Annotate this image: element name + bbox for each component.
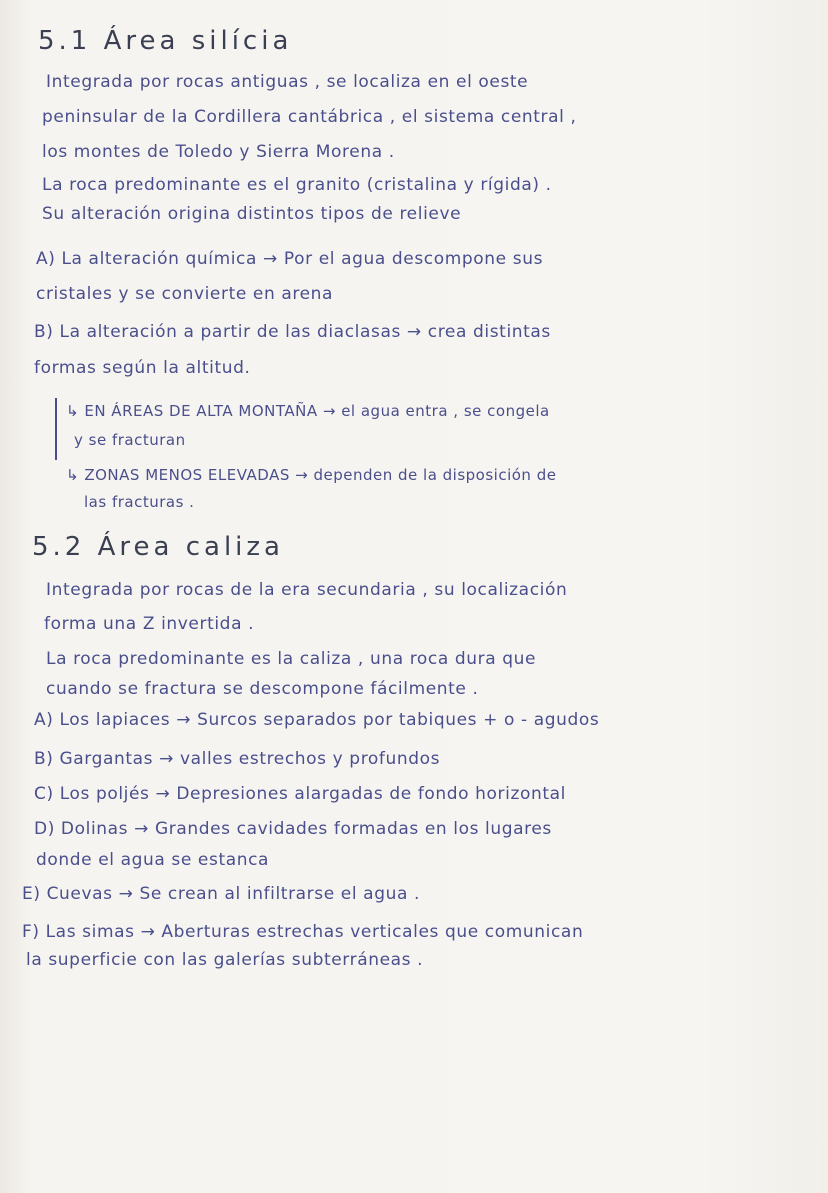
text-line: formas según la altitud. xyxy=(34,358,251,378)
text-line: A) Los lapiaces → Surcos separados por tabiques + o - agudos xyxy=(34,710,600,730)
text-line: y se fracturan xyxy=(74,431,186,449)
text-line: F) Las simas → Aberturas estrechas verticales que comunican xyxy=(22,922,584,942)
text-line: los montes de Toledo y Sierra Morena . xyxy=(42,142,395,162)
text-line: Integrada por rocas antiguas , se localiza en el oeste xyxy=(46,72,529,92)
text-line: Integrada por rocas de la era secundaria , su localización xyxy=(46,580,568,600)
text-line: E) Cuevas → Se crean al infiltrarse el agua . xyxy=(22,884,420,904)
section-title-caliza: 5.2 Área caliza xyxy=(32,532,284,562)
text-line: cuando se fractura se descompone fácilmente . xyxy=(46,679,479,699)
text-line: ↳ EN ÁREAS DE ALTA MONTAÑA → el agua entra , se congela xyxy=(66,402,550,420)
text-line: cristales y se convierte en arena xyxy=(36,284,334,304)
text-line: B) Gargantas → valles estrechos y profundos xyxy=(34,749,441,769)
text-line: B) La alteración a partir de las diaclasas → crea distintas xyxy=(34,322,551,342)
text-line: A) La alteración química → Por el agua descompone sus xyxy=(36,249,544,269)
text-line: ↳ ZONAS MENOS ELEVADAS → dependen de la disposición de xyxy=(66,466,557,484)
text-line: la superficie con las galerías subterráneas . xyxy=(26,950,424,970)
text-line: C) Los poljés → Depresiones alargadas de fondo horizontal xyxy=(34,784,566,804)
text-line: peninsular de la Cordillera cantábrica , el sistema central , xyxy=(42,107,577,127)
sublist-bracket xyxy=(55,398,57,460)
text-line: las fracturas . xyxy=(84,493,195,511)
text-line: donde el agua se estanca xyxy=(36,850,270,870)
section-title-silicea: 5.1 Área silícia xyxy=(38,26,293,56)
text-line: La roca predominante es el granito (cristalina y rígida) . xyxy=(42,175,552,195)
text-line: forma una Z invertida . xyxy=(44,614,255,634)
text-line: La roca predominante es la caliza , una roca dura que xyxy=(46,649,537,669)
text-line: Su alteración origina distintos tipos de relieve xyxy=(42,204,462,224)
text-line: D) Dolinas → Grandes cavidades formadas en los lugares xyxy=(34,819,552,839)
